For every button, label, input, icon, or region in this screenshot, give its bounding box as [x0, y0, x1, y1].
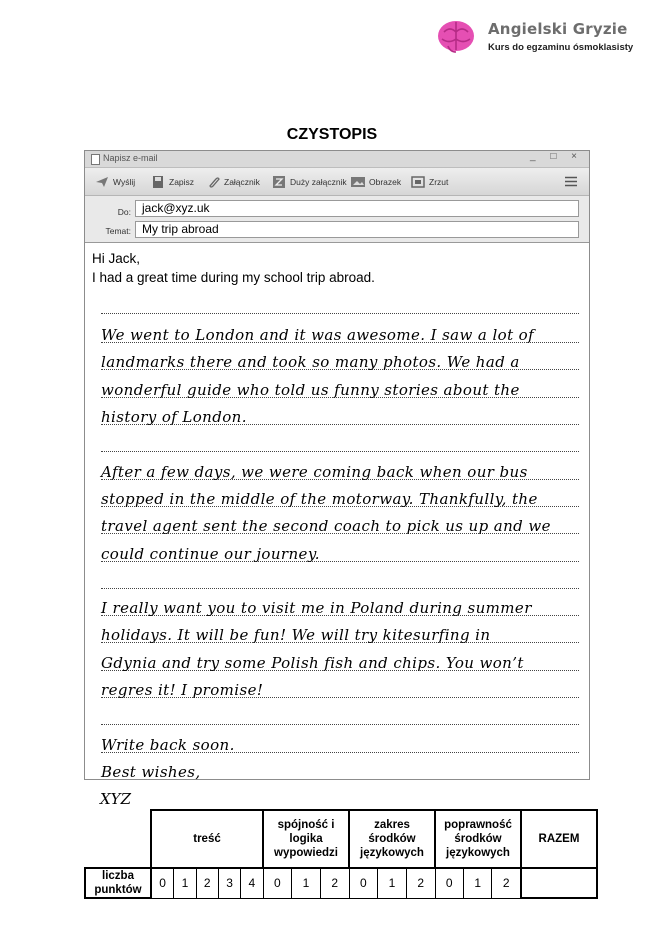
handwritten-line: wonderful guide who told us funny stories about the — [101, 381, 520, 399]
handwritten-line: regres it! I promise! — [101, 681, 264, 699]
subject-label: Temat: — [105, 226, 131, 236]
score-cell[interactable]: 4 — [241, 868, 263, 898]
score-cell[interactable]: 1 — [174, 868, 196, 898]
handwritten-line: I really want you to visit me in Poland during summer — [101, 599, 532, 617]
handwritten-line: landmarks there and took so many photos. We had a — [101, 353, 520, 371]
score-cell[interactable]: 2 — [406, 868, 435, 898]
score-cell[interactable]: 2 — [320, 868, 349, 898]
score-cell[interactable]: 1 — [292, 868, 321, 898]
handwritten-line: Gdynia and try some Polish fish and chips. You won’t — [101, 654, 524, 672]
header-tresc: treść — [151, 810, 263, 868]
image-button[interactable] — [351, 175, 401, 189]
score-cell[interactable]: 1 — [378, 868, 407, 898]
header-razem: RAZEM — [521, 810, 597, 868]
header-poprawnosc: poprawność środków językowych — [435, 810, 521, 868]
large-attachment-button[interactable] — [272, 175, 347, 189]
send-button[interactable] — [95, 175, 135, 189]
brand-header — [436, 14, 656, 58]
page-title: CZYSTOPIS — [286, 126, 378, 143]
ruled-line — [101, 313, 579, 314]
header-spojnosc: spójność i logika wypowiedzi — [263, 810, 349, 868]
intro-line: I had a great time during my school trip abroad. — [92, 270, 375, 285]
screenshot-button[interactable] — [411, 175, 448, 189]
brand-tagline: Kurs do egzaminu ósmoklasisty — [488, 42, 634, 53]
scoring-table — [84, 809, 598, 899]
brand-name: Angielski Gryzie — [488, 20, 628, 38]
image-icon — [351, 176, 365, 188]
score-cell[interactable]: 0 — [263, 868, 292, 898]
total-cell[interactable] — [521, 868, 597, 898]
score-cell[interactable]: 0 — [349, 868, 378, 898]
row-label-points: liczba punktów — [85, 868, 151, 898]
send-icon — [95, 176, 109, 188]
handwritten-line: After a few days, we were coming back when our bus — [101, 463, 528, 481]
screenshot-icon — [411, 176, 425, 188]
score-cell[interactable]: 3 — [218, 868, 240, 898]
subject-field[interactable]: My trip abroad — [135, 221, 579, 238]
menu-icon[interactable] — [565, 176, 577, 187]
brain-icon — [436, 16, 476, 56]
email-window — [84, 150, 590, 780]
attachment-button[interactable] — [206, 175, 260, 189]
score-cell[interactable]: 0 — [435, 868, 463, 898]
window-controls[interactable]: _ □ × — [530, 151, 583, 162]
send-label: Wyślij — [113, 177, 136, 187]
image-label: Obrazek — [369, 177, 402, 187]
email-header-fields — [85, 196, 589, 243]
save-icon — [151, 176, 165, 188]
ruled-line — [101, 451, 579, 452]
ruled-line — [101, 724, 579, 725]
window-title: Napisz e-mail — [103, 153, 158, 163]
window-titlebar — [85, 151, 589, 168]
signature: XYZ — [100, 790, 132, 808]
header-zakres: zakres środków językowych — [349, 810, 435, 868]
attachment-label: Załącznik — [224, 177, 260, 187]
paperclip-icon — [206, 176, 220, 188]
handwritten-line: history of London. — [101, 408, 247, 426]
empty-corner — [85, 810, 151, 868]
greeting: Hi Jack, — [92, 251, 141, 266]
save-button[interactable] — [151, 175, 194, 189]
email-toolbar — [85, 168, 589, 196]
large-attachment-icon — [272, 176, 286, 188]
score-cell[interactable]: 2 — [196, 868, 218, 898]
handwritten-line: holidays. It will be fun! We will try kitesurfing in — [101, 626, 491, 644]
handwritten-line: Best wishes, — [101, 763, 201, 781]
handwritten-line: Write back soon. — [101, 736, 235, 754]
handwritten-line: stopped in the middle of the motorway. Thankfully, the — [101, 490, 538, 508]
document-icon — [91, 154, 100, 165]
score-cell[interactable]: 2 — [492, 868, 521, 898]
handwritten-line: travel agent sent the second coach to pick us up and we — [101, 517, 551, 535]
large-attachment-label: Duży załącznik — [290, 177, 347, 187]
score-cell[interactable]: 0 — [151, 868, 174, 898]
handwritten-line: We went to London and it was awesome. I saw a lot of — [101, 326, 535, 344]
screenshot-label: Zrzut — [429, 177, 449, 187]
save-label: Zapisz — [169, 177, 195, 187]
ruled-line — [101, 588, 579, 589]
score-cell[interactable]: 1 — [463, 868, 491, 898]
to-field[interactable]: jack@xyz.uk — [135, 200, 579, 217]
to-label: Do: — [117, 207, 131, 217]
handwritten-line: could continue our journey. — [101, 545, 320, 563]
